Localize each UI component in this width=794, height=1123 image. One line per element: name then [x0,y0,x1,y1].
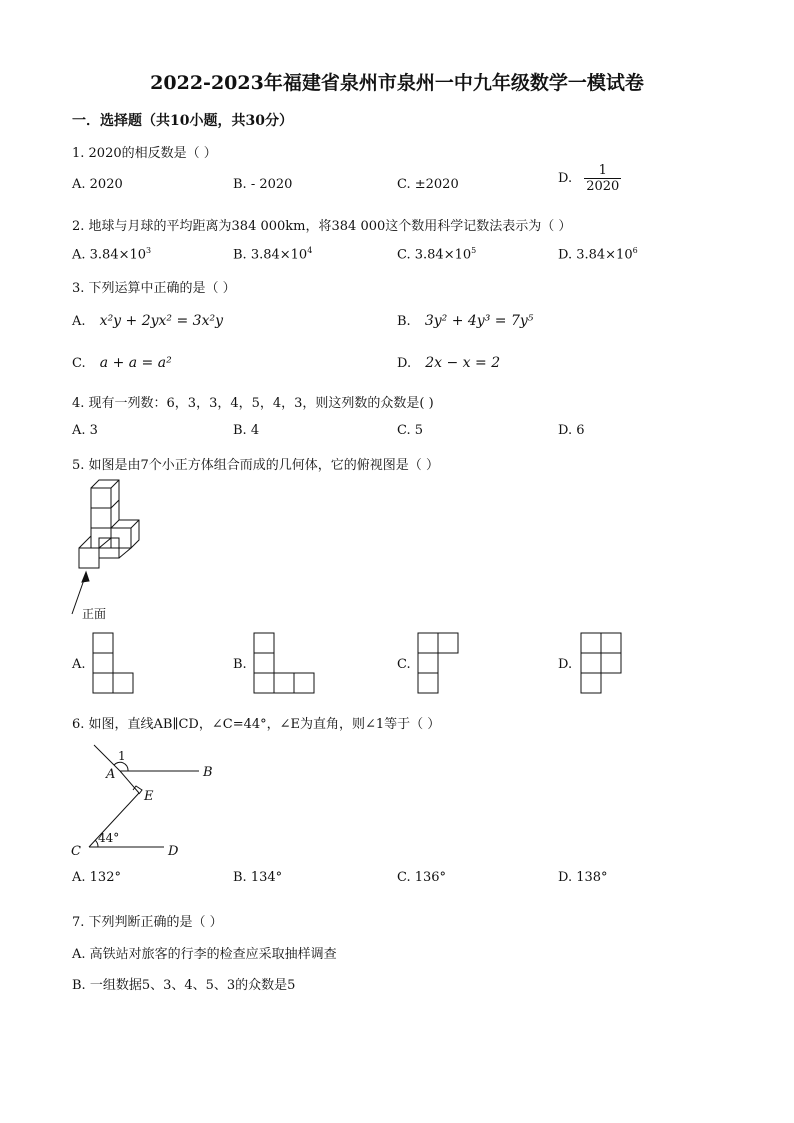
cube-face [91,488,111,508]
grid-square [93,653,113,673]
q5-option-a: A. [72,657,86,672]
q2-option-c-base: C. 3.84×10 [397,247,472,263]
grid-square [274,673,294,693]
q7-option-b: B. 一组数据5、3、4、5、3的众数是5 [72,978,296,993]
fraction-denominator: 2020 [586,179,620,194]
cube-edge [99,538,111,548]
grid-square [601,633,621,653]
q5-option-d-figure [580,632,624,694]
cube-edge [111,480,119,488]
q2-option-c [397,246,476,262]
q2-option-a-base: A. 3.84×10 [72,247,147,263]
section-heading: 一．选择题（共10小题，共30分） [72,113,293,129]
point-b-label: B [203,765,213,780]
point-a-label: A [106,767,116,782]
q1-option-a: A. 2020 [72,177,123,192]
grid-square [581,633,601,653]
q3-option-c [72,355,172,371]
angle-c-label: 44° [98,831,120,845]
point-c-label: C [71,844,81,859]
cube-face [91,508,111,528]
q6-option-a: A. 132° [72,870,121,885]
grid-square [601,653,621,673]
q5-option-c-figure [417,632,461,694]
q1-option-d [558,163,621,194]
q2-option-d [558,246,638,262]
grid-square [113,673,133,693]
question-6-stem: 6. 如图，直线AB∥CD，∠C=44°，∠E为直角，则∠1等于（ ） [72,717,441,732]
q2-option-b-exponent: 4 [307,246,313,255]
front-view-label: 正面 [82,607,107,621]
q2-option-d-base: D. 3.84×10 [558,247,633,263]
grid-square [254,673,274,693]
page-title: 2022-2023年福建省泉州市泉州一中九年级数学一模试卷 [150,72,644,94]
grid-square [93,673,113,693]
q7-option-a: A. 高铁站对旅客的行李的检查应采取抽样调查 [72,947,337,962]
grid-square [254,633,274,653]
grid-square [294,673,314,693]
q5-option-d: D. [558,657,573,672]
point-e-label: E [144,789,154,804]
grid-square [438,633,458,653]
cube-edge [131,520,139,528]
q2-option-d-exponent: 6 [632,246,638,255]
q2-option-b-base: B. 3.84×10 [233,247,308,263]
q1-option-b: B. - 2020 [233,177,293,192]
q1-option-d-fraction [584,163,621,194]
q4-option-a: A. 3 [72,423,98,438]
q4-option-c: C. 5 [397,423,424,438]
q1-option-c: C. ±2020 [397,177,459,192]
question-2-stem: 2. 地球与月球的平均距离为384 000km，将384 000这个数用科学记数法表示为（ ） [72,219,572,234]
grid-square [418,673,438,693]
q5-option-b: B. [233,657,247,672]
q3-option-b [397,313,533,329]
q6-geometry-figure [62,740,232,865]
grid-square [581,653,601,673]
q4-option-b: B. 4 [233,423,260,438]
question-1-stem: 1. 2020的相反数是（ ） [72,146,217,161]
q5-cube-figure [62,472,172,622]
fraction-numerator: 1 [584,163,621,179]
question-4-stem: 4. 现有一列数：6，3，3，4，5，4，3，则这列数的众数是( ) [72,396,434,411]
q3-option-c-label: C. [72,356,86,371]
arrow-head [82,572,89,582]
grid-square [418,653,438,673]
question-7-stem: 7. 下列判断正确的是（ ） [72,915,223,930]
q5-option-c: C. [397,657,411,672]
q3-option-a-expression: x²y + 2yx² = 3x²y [99,313,223,329]
cube-edge [79,536,91,548]
grid-square [93,633,113,653]
cube-face [79,548,99,568]
grid-square [254,653,274,673]
q3-option-b-expression: 3y² + 4y³ = 7y⁵ [424,313,534,329]
segment-ae [120,771,139,793]
q3-option-d-label: D. [397,356,412,371]
q2-option-b [233,246,312,262]
q2-option-a-exponent: 3 [146,246,152,255]
grid-square [418,633,438,653]
q4-option-d: D. 6 [558,423,585,438]
q6-option-b: B. 134° [233,870,283,885]
q3-option-d-expression: 2x − x = 2 [425,355,501,371]
cube-edge [119,548,131,558]
q3-option-a [72,313,223,329]
q6-option-d: D. 138° [558,870,608,885]
q3-option-d [397,355,500,371]
q3-option-a-label: A. [72,314,86,329]
point-d-label: D [168,844,179,859]
q5-option-a-figure [92,632,136,694]
q2-option-c-exponent: 5 [471,246,477,255]
q1-option-d-label: D. [558,171,573,186]
question-5-stem: 5. 如图是由7个小正方体组合而成的几何体，它的俯视图是（ ） [72,458,439,473]
q3-option-b-label: B. [397,314,411,329]
q5-option-b-figure [253,632,317,694]
q6-option-c: C. 136° [397,870,447,885]
q3-option-c-expression: a + a = a² [99,355,172,371]
q2-option-a [72,246,151,262]
angle-1-label: 1 [118,749,126,763]
question-3-stem: 3. 下列运算中正确的是（ ） [72,281,236,296]
grid-square [581,673,601,693]
